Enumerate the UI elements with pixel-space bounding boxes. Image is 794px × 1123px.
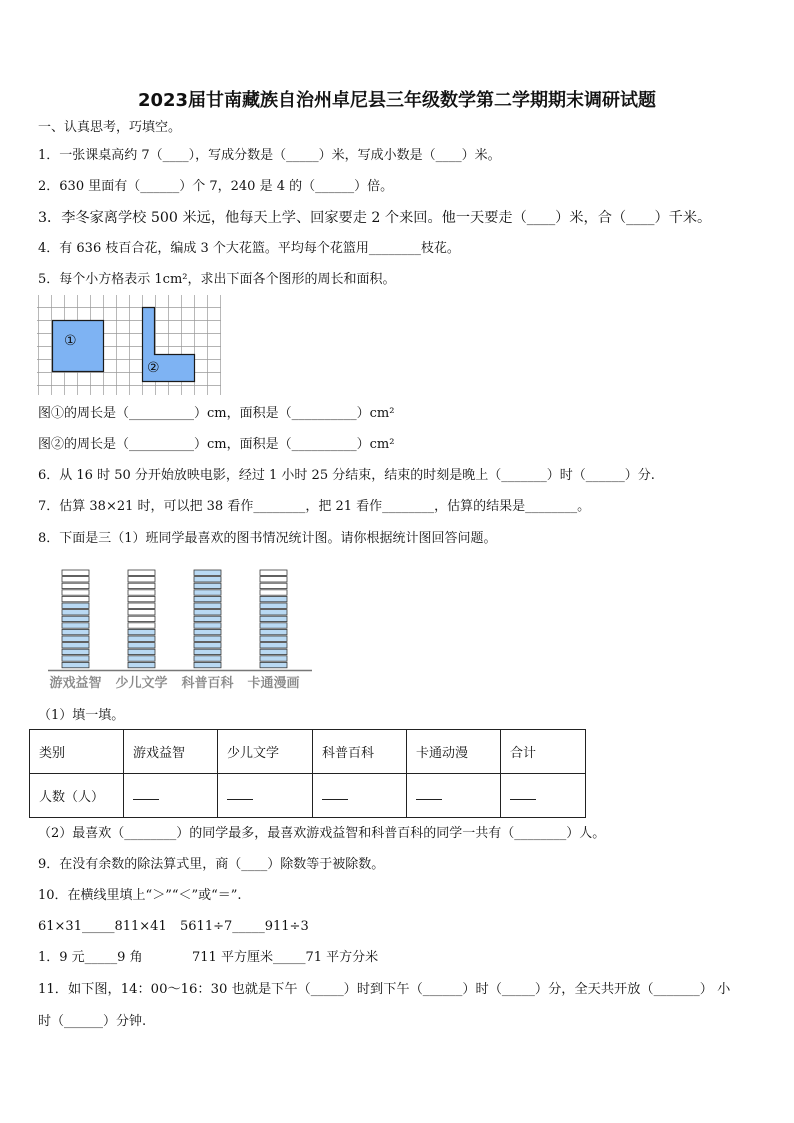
question-1: 1．一张课桌高约 7（____），写成分数是（_____）米，写成小数是（____）米。 (38, 148, 501, 163)
table-header-row (30, 730, 586, 774)
section-heading: 一、认真思考，巧填空。 (38, 120, 182, 135)
bar-cell-filled (194, 596, 221, 601)
question-11-cont: 时（______）分钟. (38, 1014, 147, 1029)
bar-cell-filled (194, 636, 221, 641)
table-header-cell: 卡通动漫 (407, 730, 501, 774)
bar-cell-filled (194, 577, 221, 582)
bar-cell-filled (62, 636, 89, 641)
chart-category-label: 少儿文学 (115, 676, 168, 691)
bar-cell-filled (260, 610, 287, 615)
bar-cell-filled (260, 596, 287, 601)
table-row-label: 人数（人） (30, 774, 124, 818)
bar-cell-filled (260, 656, 287, 661)
bar-cell-filled (128, 662, 155, 667)
bar-cell-filled (194, 656, 221, 661)
book-chart (44, 562, 324, 692)
bar-cell-empty (128, 590, 155, 595)
page-title: 2023届甘南藏族自治州卓尼县三年级数学第二学期期末调研试题 (137, 90, 657, 111)
bar-cell-filled (128, 643, 155, 648)
table-answer-blank[interactable] (218, 774, 313, 818)
bar-cell-empty (128, 623, 155, 628)
bar-cell-filled (62, 649, 89, 654)
question-8-sub-2: （2）最喜欢（________）的同学最多，最喜欢游戏益智和科普百科的同学一共有（________）人。 (38, 826, 606, 841)
question-7: 7．估算 38×21 时，可以把 38 看作________，把 21 看作________，估算的结果是________。 (38, 499, 591, 514)
bar-cell-empty (260, 583, 287, 588)
question-11: 11．如下图，14：00～16：30 也就是下午（_____）时到下午（______）时（_____）分，全天共开放（_______） 小 (38, 982, 731, 997)
chart-bar-3 (194, 570, 221, 668)
bar-cell-filled (194, 603, 221, 608)
bar-cell-empty (260, 570, 287, 575)
question-10-item-c: 1．9 元_____9 角 (38, 950, 143, 965)
bar-cell-empty (260, 577, 287, 582)
grid-figure (37, 295, 221, 397)
bar-cell-empty (62, 577, 89, 582)
bar-cell-filled (62, 616, 89, 621)
bar-cell-filled (194, 649, 221, 654)
question-5-answer-2: 图②的周长是（__________）cm，面积是（__________）cm² (38, 437, 395, 452)
bar-cell-filled (62, 656, 89, 661)
chart-category-label: 科普百科 (181, 676, 234, 691)
bar-cell-filled (260, 629, 287, 634)
bar-cell-filled (260, 636, 287, 641)
chart-category-label: 游戏益智 (49, 676, 102, 691)
bar-cell-filled (260, 623, 287, 628)
bar-cell-filled (260, 603, 287, 608)
table-answer-blank[interactable] (501, 774, 586, 818)
chart-bar-1 (62, 570, 89, 668)
table-answer-blank[interactable] (124, 774, 218, 818)
bar-cell-filled (260, 616, 287, 621)
shape-2-label: ② (147, 360, 160, 376)
table-header-cell: 少儿文学 (218, 730, 313, 774)
chart-bar-2 (128, 570, 155, 668)
bar-cell-empty (62, 570, 89, 575)
question-10: 10．在横线里填上“＞”“＜”或“＝”. (38, 888, 242, 903)
bar-cell-filled (194, 616, 221, 621)
bar-cell-filled (62, 629, 89, 634)
bar-cell-empty (128, 596, 155, 601)
shape-1-label: ① (64, 333, 77, 349)
bar-cell-filled (194, 590, 221, 595)
table-header-cell: 游戏益智 (124, 730, 218, 774)
table-header-cell: 类别 (30, 730, 124, 774)
table-answer-blank[interactable] (313, 774, 407, 818)
bar-cell-empty (128, 577, 155, 582)
bar-cell-empty (260, 590, 287, 595)
question-8-sub-1: （1）填一填。 (38, 708, 125, 723)
bar-cell-filled (128, 636, 155, 641)
bar-cell-filled (62, 610, 89, 615)
table-answer-blank[interactable] (407, 774, 501, 818)
question-8: 8．下面是三（1）班同学最喜欢的图书情况统计图。请你根据统计图回答问题。 (38, 531, 497, 546)
chart-bar-4 (260, 570, 287, 668)
bar-cell-filled (194, 643, 221, 648)
question-4: 4．有 636 枝百合花，编成 3 个大花篮。平均每个花篮用________枝花。 (38, 241, 460, 256)
bar-cell-filled (260, 649, 287, 654)
question-5-answer-1: 图①的周长是（__________）cm，面积是（__________）cm² (38, 406, 395, 421)
chart-category-label: 卡通漫画 (247, 676, 300, 691)
chart-bars (62, 570, 287, 668)
bar-cell-filled (260, 662, 287, 667)
bar-cell-empty (128, 610, 155, 615)
bar-cell-filled (62, 623, 89, 628)
bar-cell-filled (128, 649, 155, 654)
bar-cell-empty (128, 603, 155, 608)
bar-cell-filled (128, 629, 155, 634)
bar-cell-empty (128, 583, 155, 588)
bar-cell-empty (62, 596, 89, 601)
question-10-item-d: 711 平方厘米_____71 平方分米 (192, 950, 379, 965)
chart-category-labels (49, 675, 299, 691)
bar-cell-filled (194, 623, 221, 628)
question-9: 9．在没有余数的除法算式里，商（____）除数等于被除数。 (38, 857, 385, 872)
question-10-item-b: 5611÷7_____911÷3 (180, 919, 309, 934)
bar-cell-empty (62, 590, 89, 595)
bar-cell-empty (62, 583, 89, 588)
bar-cell-filled (194, 662, 221, 667)
table-row (30, 774, 586, 818)
question-3: 3．李冬家离学校 500 米远，他每天上学、回家要走 2 个来回。他一天要走（____）米，合（____）千米。 (38, 210, 712, 226)
bar-cell-filled (62, 662, 89, 667)
bar-cell-filled (194, 570, 221, 575)
bar-cell-filled (194, 583, 221, 588)
bar-cell-filled (260, 643, 287, 648)
question-6: 6．从 16 时 50 分开始放映电影，经过 1 小时 25 分结束，结束的时刻是晚上（_______）时（______）分. (38, 468, 655, 483)
bar-cell-filled (62, 643, 89, 648)
bar-cell-filled (194, 610, 221, 615)
stat-table (29, 729, 586, 818)
question-5: 5．每个小方格表示 1cm²，求出下面各个图形的周长和面积。 (38, 272, 396, 287)
table-header-cell: 合计 (501, 730, 586, 774)
bar-cell-empty (128, 570, 155, 575)
question-2: 2．630 里面有（______）个 7，240 是 4 的（______）倍。 (38, 179, 394, 194)
bar-cell-empty (128, 616, 155, 621)
question-10-item-a: 61×31_____811×41 (38, 919, 167, 934)
bar-cell-filled (62, 603, 89, 608)
table-header-cell: 科普百科 (313, 730, 407, 774)
shape-1 (53, 321, 104, 372)
bar-cell-filled (128, 656, 155, 661)
bar-cell-filled (194, 629, 221, 634)
